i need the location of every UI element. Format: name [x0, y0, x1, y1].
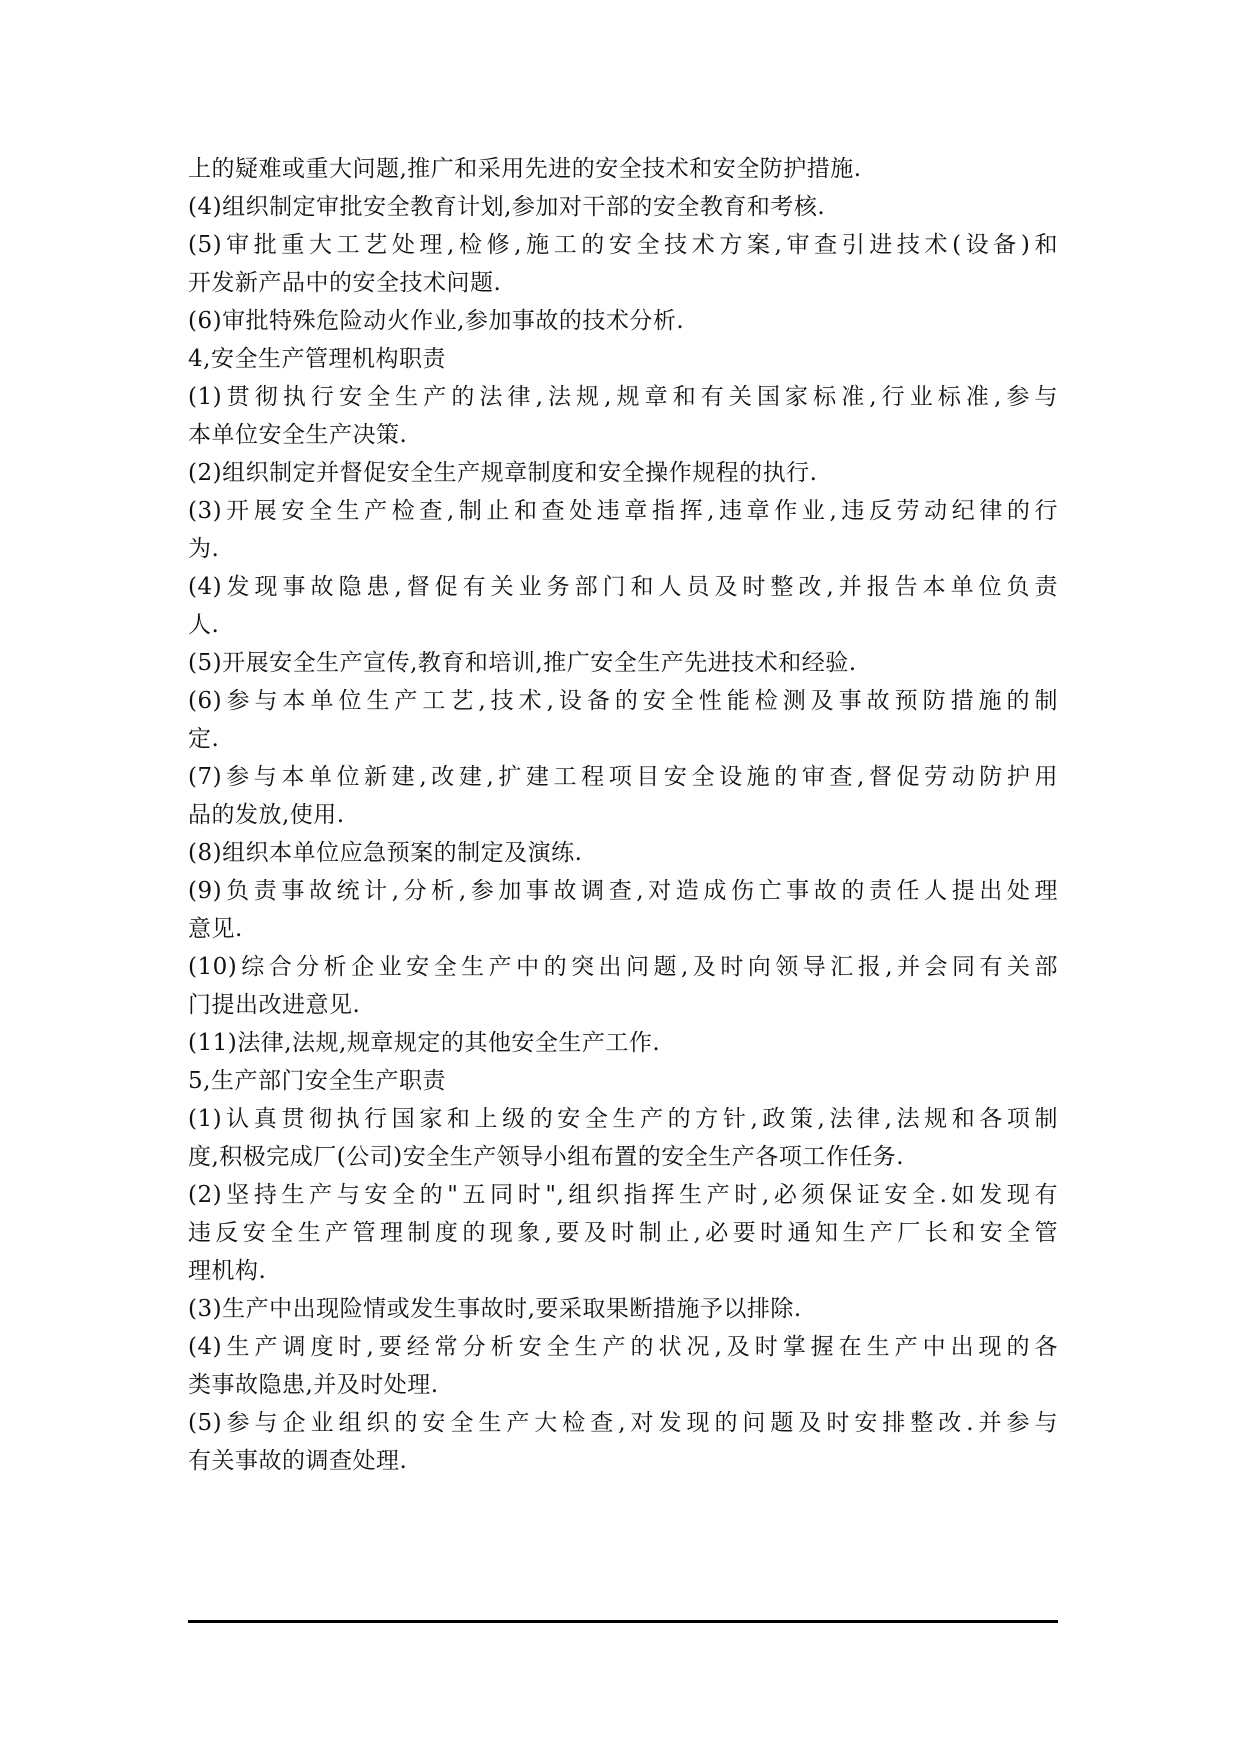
text-line: (9)负责事故统计,分析,参加事故调查,对造成伤亡事故的责任人提出处理	[188, 878, 1058, 904]
text-line: 度,积极完成厂(公司)安全生产领导小组布置的安全生产各项工作任务.	[188, 1144, 905, 1170]
text-line: (7)参与本单位新建,改建,扩建工程项目安全设施的审查,督促劳动防护用	[188, 764, 1058, 790]
text-line: 定.	[188, 726, 220, 752]
text-line: (1)认真贯彻执行国家和上级的安全生产的方针,政策,法律,法规和各项制	[188, 1106, 1058, 1132]
text-line: 为.	[188, 536, 220, 562]
text-line: 人.	[188, 612, 220, 638]
text-line: 5,生产部门安全生产职责	[188, 1068, 446, 1094]
text-line: 品的发放,使用.	[188, 802, 345, 828]
text-line: (6)审批特殊危险动火作业,参加事故的技术分析.	[188, 308, 685, 334]
text-line: (10)综合分析企业安全生产中的突出问题,及时向领导汇报,并会同有关部	[188, 954, 1058, 980]
text-line: 上的疑难或重大问题,推广和采用先进的安全技术和安全防护措施.	[188, 156, 862, 182]
text-line: 有关事故的调查处理.	[188, 1448, 408, 1474]
text-line: 4,安全生产管理机构职责	[188, 346, 446, 372]
text-line: (2)组织制定并督促安全生产规章制度和安全操作规程的执行.	[188, 460, 818, 486]
footer-rule	[188, 1620, 1058, 1623]
text-line: (6)参与本单位生产工艺,技术,设备的安全性能检测及事故预防措施的制	[188, 688, 1058, 714]
text-line: 开发新产品中的安全技术问题.	[188, 270, 502, 296]
text-line: 本单位安全生产决策.	[188, 422, 408, 448]
text-line: (3)生产中出现险情或发生事故时,要采取果断措施予以排除.	[188, 1296, 802, 1322]
text-line: (2)坚持生产与安全的"五同时",组织指挥生产时,必须保证安全.如发现有	[188, 1182, 1058, 1208]
text-line: (4)组织制定审批安全教育计划,参加对干部的安全教育和考核.	[188, 194, 826, 220]
text-line: (1)贯彻执行安全生产的法律,法规,规章和有关国家标准,行业标准,参与	[188, 384, 1058, 410]
text-line: 理机构.	[188, 1258, 267, 1284]
text-line: (4)生产调度时,要经常分析安全生产的状况,及时掌握在生产中出现的各	[188, 1334, 1058, 1360]
text-line: (5)参与企业组织的安全生产大检查,对发现的问题及时安排整改.并参与	[188, 1410, 1058, 1436]
text-line: (3)开展安全生产检查,制止和查处违章指挥,违章作业,违反劳动纪律的行	[188, 498, 1058, 524]
text-line: (5)审批重大工艺处理,检修,施工的安全技术方案,审查引进技术(设备)和	[188, 232, 1058, 258]
document-body	[188, 150, 1058, 1480]
text-line: (4)发现事故隐患,督促有关业务部门和人员及时整改,并报告本单位负责	[188, 574, 1058, 600]
text-line: 门提出改进意见.	[188, 992, 361, 1018]
text-line: 违反安全生产管理制度的现象,要及时制止,必要时通知生产厂长和安全管	[188, 1220, 1058, 1246]
text-line: (11)法律,法规,规章规定的其他安全生产工作.	[188, 1030, 661, 1056]
text-line: 意见.	[188, 916, 243, 942]
text-line: (5)开展安全生产宣传,教育和培训,推广安全生产先进技术和经验.	[188, 650, 857, 676]
text-line: 类事故隐患,并及时处理.	[188, 1372, 439, 1398]
text-line: (8)组织本单位应急预案的制定及演练.	[188, 840, 583, 866]
